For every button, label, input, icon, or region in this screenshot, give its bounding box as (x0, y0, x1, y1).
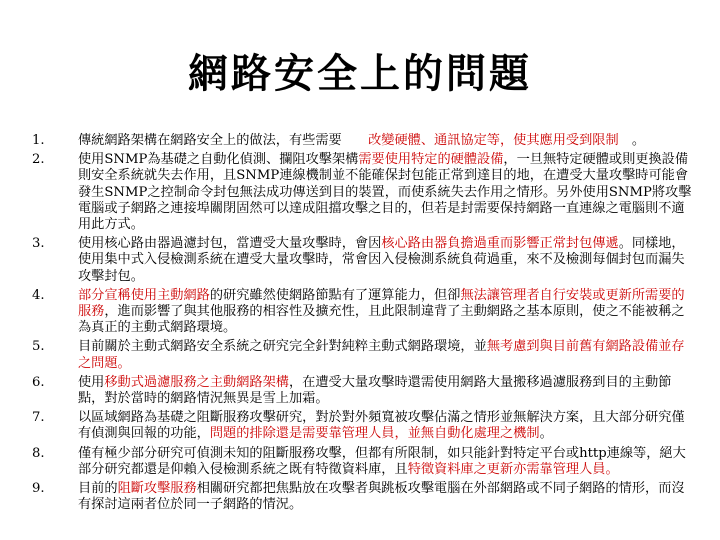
text-segment: 使用核心路由器過濾封包，當遭受大量攻擊時，會因 (78, 236, 382, 252)
text-segment: 相關研究都把焦點放在攻擊者與跳板攻擊電腦在外部網路或不同子網路的情形，而沒有探討這兩者位於同一子網路的情況。 (78, 481, 685, 513)
list-item-text (78, 339, 685, 370)
text-segment: 目前關於主動式網路安全系統之研究完全針對純粹主動式網路環境，並 (78, 339, 487, 355)
highlighted-text: 特徵資料庫之更新亦需靠管理人員。 (407, 461, 619, 477)
list-item-number: 1. (32, 133, 45, 148)
text-segment: ，一旦無特定硬體或則更換設備則安全系統就失去作用，且SNMP連線機制並不能確保封包能正常到達目的地，在遭受大量攻擊時可能會發生SNMP之控制命令封包無法成功傳送到目的裝置，而使系統失去作用之情形。另外使用SNMP將攻擊電腦或子網路之連接埠關閉固然可以達成阻擋攻擊之目的，但若是封需要保持網路一直連線之電腦則不適用此方式。 (78, 152, 692, 233)
list-item (32, 375, 694, 407)
text-segment: 以區域網路為基礎之阻斷服務攻擊研究，對於對外頻寬被攻擊佔滿之情形並無解決方案，且大部分研究僅有偵測與回報的功能， (78, 410, 685, 442)
text-segment: 使用 (78, 374, 105, 390)
list-item-number: 6. (32, 374, 45, 390)
list-item-number: 9. (32, 481, 45, 497)
list-item (32, 133, 694, 149)
list-item-text (78, 152, 691, 232)
highlighted-text: 阻斷攻擊服務 (117, 481, 197, 497)
list-item-number: 3. (32, 236, 45, 252)
highlighted-text: 問題的排除還是需要靠管理人員，並無自動化處理之機制 (209, 426, 540, 442)
list-item (32, 446, 694, 478)
text-segment: ，進而影響了與其他服務的相容性及擴充性，且此限制違背了主動網路之基本原則，使之不能被稱之為真正的主動式網路環境。 (78, 304, 685, 336)
list-item-text (78, 236, 685, 283)
highlighted-text: 需要使用特定的硬體設備 (358, 152, 504, 168)
text-segment: 僅有極少部分研究可偵測未知的阻斷服務攻擊，但都有所限制，如只能針對特定平台或http連線等，絕大部分研究都還是仰賴入侵檢測系統之既有特徵資料庫，且 (78, 445, 686, 477)
list-item-text (78, 481, 685, 512)
highlighted-text: 無考慮到與目前舊有網路設備並存之問題。 (78, 339, 685, 371)
highlighted-text: 核心路由器負擔過重而影響正常封包傳遞 (381, 236, 619, 252)
text-segment: 的研究雖然使網路節點有了運算能力，但卻 (209, 287, 461, 303)
text-segment: 。同樣地，使用集中式入侵檢測系統在遭受大量攻擊時，常會因入侵檢測系統負荷過重，來不及檢測每個封包而漏失攻擊封包。 (78, 236, 685, 284)
text-segment: 。 (539, 426, 553, 442)
list-item (32, 288, 694, 337)
text-segment: 目前的 (78, 481, 118, 497)
text-segment: 使用SNMP為基礎之自動化偵測、攔阻攻擊架構 (78, 152, 359, 168)
list-item (32, 481, 694, 513)
highlighted-text: 無法讓管理者自行安裝或更新所需要的服務 (78, 287, 685, 320)
list-item-number: 5. (32, 339, 45, 355)
list-item (32, 152, 694, 233)
page-title: 網路安全上的問題 (188, 51, 532, 97)
list-item (32, 410, 694, 442)
issue-list (32, 133, 694, 516)
list-item-text (78, 446, 686, 477)
highlighted-text: 改變硬體、通訊協定等，使其應用受到限制 (368, 133, 619, 148)
text-segment: 。 (618, 133, 646, 148)
list-item-text (78, 288, 685, 335)
text-segment: 傳統網路架構在網路安全上的做法，有些需要 (78, 133, 369, 148)
list-item-number: 2. (32, 152, 45, 168)
list-item (32, 236, 694, 285)
list-item-number: 4. (32, 287, 45, 303)
list-item-number: 8. (32, 445, 45, 461)
list-item (32, 339, 694, 371)
highlighted-text: 部分宣稱使用主動網路 (78, 287, 210, 303)
list-item-text (78, 410, 685, 441)
list-item-text (78, 133, 645, 148)
list-item-text (78, 375, 671, 406)
highlighted-text: 移動式過濾服務之主動網路架構 (104, 374, 289, 390)
list-item-number: 7. (32, 410, 45, 426)
text-segment: ，在遭受大量攻擊時還需使用網路大量搬移過濾服務到目的主動節點，對於當時的網路情況無異是雪上加霜。 (78, 374, 672, 407)
